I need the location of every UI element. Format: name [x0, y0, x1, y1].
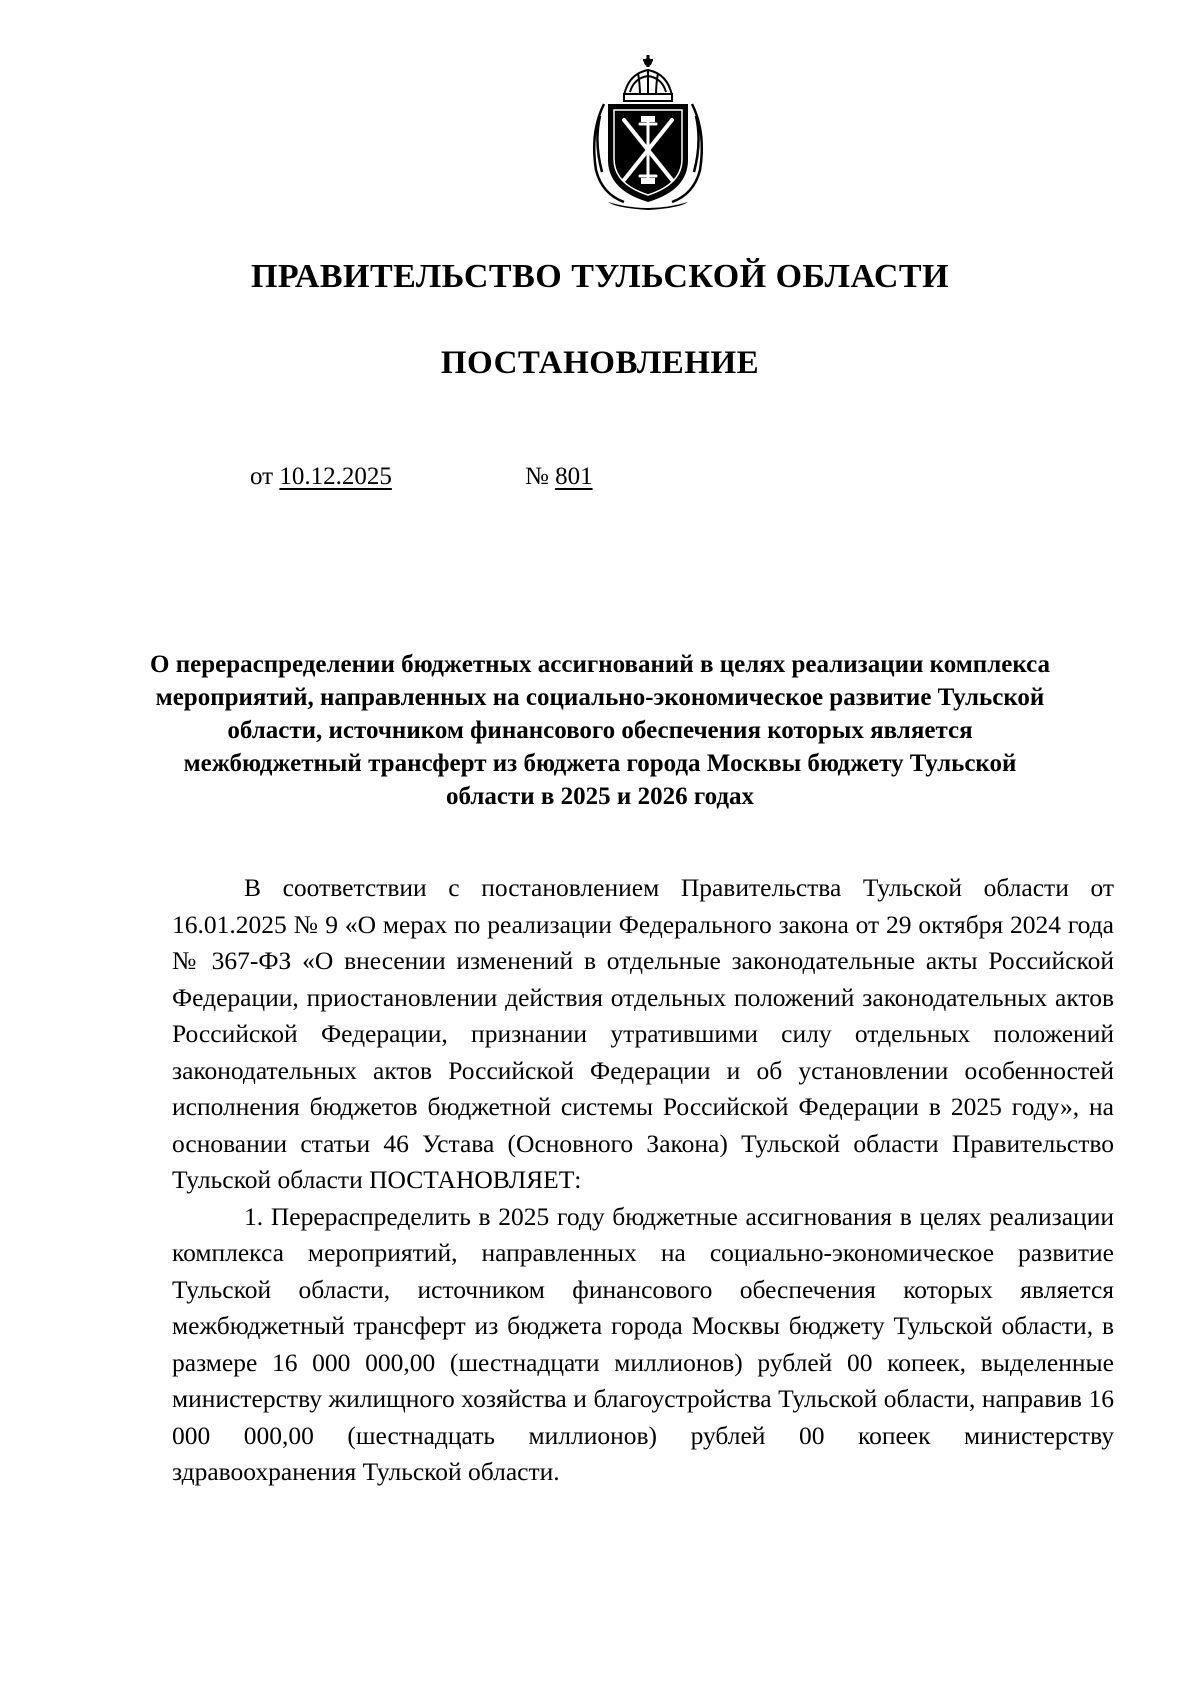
- item-1-paragraph: 1. Перераспределить в 2025 году бюджетные ассигнования в целях реализации комплекса мероприятий, направленных на социально-экономическое развитие Тульской области, источником финансового обеспечения которых является межбюджетный трансферт из бюджета города Москвы бюджету Тульской области, в размере 16 000 000,00 (шестнадцати миллионов) рублей 00 копеек, выделенные министерству жилищного хозяйства и благоустройства Тульской области, направив 16 000 000,00 (шестнадцать миллионов) рублей 00 копеек министерству здравоохранения Тульской области.: [172, 1201, 1114, 1486]
- document-type-title: ПОСТАНОВЛЕНИЕ: [440, 345, 760, 381]
- number-value: 801: [555, 463, 593, 490]
- document-body: [172, 870, 1114, 1491]
- document-subject: О перераспределении бюджетных ассигнований в целях реализации комплекса мероприятий, направленных на социально-экономическое развитие Тульской области, источником финансового обеспечения которых является межбюджетный трансферт из бюджета города Москвы бюджету Тульской области в 2025 и 2026 годах: [150, 651, 1051, 810]
- date-prefix: от: [250, 463, 274, 490]
- organization-title: ПРАВИТЕЛЬСТВО ТУЛЬСКОЙ ОБЛАСТИ: [250, 258, 950, 295]
- coat-of-arms-icon: [584, 52, 712, 214]
- preamble-paragraph: В соответствии с постановлением Правительства Тульской области от 16.01.2025 № 9 «О мерах по реализации Федерального закона от 29 октября 2024 года № 367-ФЗ «О внесении изменений в отдельные законодательные акты Российской Федерации, приостановлении действия отдельных положений законодательных актов Российской Федерации, признании утратившими силу отдельных положений законодательных актов Российской Федерации и об установлении особенностей исполнения бюджетов бюджетной системы Российской Федерации в 2025 году», на основании статьи 46 Устава (Основного Закона) Тульской области Правительство Тульской области ПОСТАНОВЛЯЕТ:: [172, 873, 1114, 1194]
- document-date: [250, 462, 392, 492]
- date-value: 10.12.2025: [279, 463, 392, 490]
- number-prefix: №: [525, 463, 549, 490]
- document-number: [525, 462, 593, 492]
